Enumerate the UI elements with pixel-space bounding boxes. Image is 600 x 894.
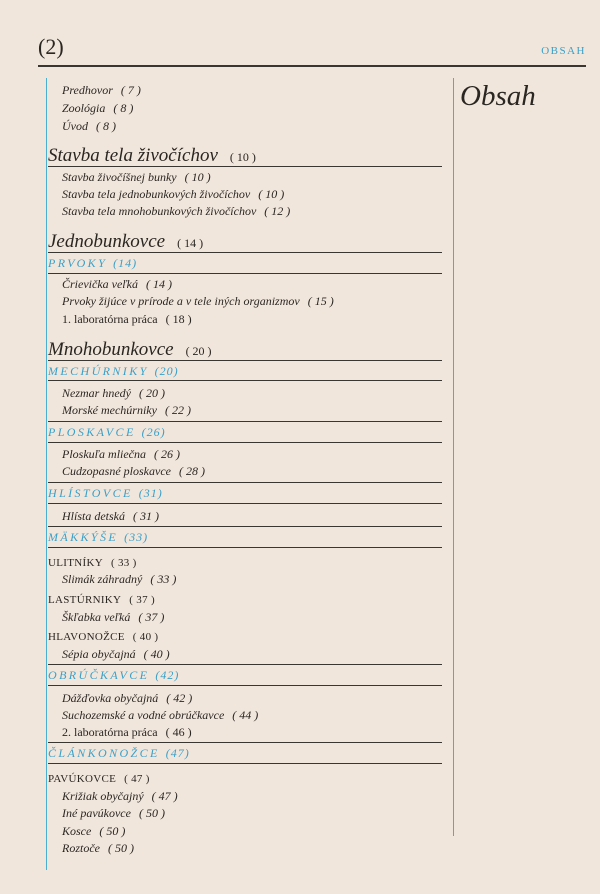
toc-entry	[62, 294, 334, 308]
entry-label: Škľabka veľká	[62, 610, 131, 624]
subsection-clankonozce	[48, 746, 190, 760]
entry-page: ( 22 )	[164, 403, 191, 417]
group-hlavonozce	[48, 630, 158, 644]
toc-entry	[62, 403, 191, 417]
entry-label: Nezmar hnedý	[62, 386, 131, 400]
section-rule	[48, 166, 442, 167]
subsection-makkyse	[48, 530, 148, 544]
group-page: ( 40 )	[132, 631, 159, 643]
entry-label: Iné pavúkovce	[62, 806, 131, 820]
entry-label: Úvod	[62, 119, 88, 133]
subsection-title: MECHÚRNIKY	[48, 364, 149, 378]
subsection-rule	[48, 421, 442, 422]
section-page: ( 10 )	[229, 150, 256, 164]
entry-label: 1. laboratórna práca	[62, 312, 158, 326]
entry-label: Slimák záhradný	[62, 572, 143, 586]
group-lasturniky	[48, 593, 155, 607]
entry-page: ( 50 )	[138, 806, 165, 820]
entry-page: ( 7 )	[120, 83, 141, 97]
entry-page: ( 37 )	[138, 610, 165, 624]
entry-page: ( 28 )	[178, 464, 205, 478]
entry-page: ( 33 )	[150, 572, 177, 586]
entry-label: Hlísta detská	[62, 509, 125, 523]
section-title: Mnohobunkovce	[48, 339, 174, 360]
toc-entry	[62, 572, 176, 586]
subsection-rule	[48, 273, 442, 274]
subsection-page: (47)	[165, 746, 190, 760]
section-rule	[48, 252, 442, 253]
toc-entry	[62, 447, 180, 461]
entry-page: ( 12 )	[264, 204, 291, 218]
group-pavukovce	[48, 772, 150, 786]
subsection-title: OBRÚČKAVCE	[48, 668, 150, 682]
section-heading-mnohobunkovce	[48, 339, 212, 362]
subsection-rule	[48, 442, 442, 443]
toc-entry	[62, 647, 170, 661]
toc-entry	[62, 610, 164, 624]
subsection-page: (20)	[154, 364, 179, 378]
entry-label: Cudzopasné ploskavce	[62, 464, 171, 478]
subsection-title: ČLÁNKONOŽCE	[48, 746, 160, 760]
subsection-page: (14)	[113, 256, 138, 270]
entry-page: ( 50 )	[99, 824, 126, 838]
page-number: (2)	[38, 34, 64, 59]
entry-page: ( 26 )	[154, 447, 181, 461]
group-label: PAVÚKOVCE	[48, 773, 117, 785]
entry-page: ( 42 )	[166, 691, 193, 705]
toc-entry	[62, 170, 211, 184]
toc-entry	[62, 386, 165, 400]
entry-label: Sépia obyčajná	[62, 647, 136, 661]
entry-label: Črievička veľká	[62, 277, 138, 291]
section-title: Jednobunkovce	[48, 231, 166, 252]
entry-label: Suchozemské a vodné obrúčkavce	[62, 708, 225, 722]
entry-label: Roztoče	[62, 841, 100, 855]
subsection-rule	[48, 503, 442, 504]
entry-label: Morské mechúrniky	[62, 403, 157, 417]
toc-entry	[62, 691, 192, 705]
subsection-rule	[48, 742, 442, 743]
subsection-page: (31)	[138, 486, 163, 500]
entry-page: ( 18 )	[165, 312, 192, 326]
entry-page: ( 40 )	[143, 647, 170, 661]
section-page: ( 20 )	[185, 344, 212, 358]
entry-label: Ploskuľa mliečna	[62, 447, 147, 461]
section-rule	[48, 360, 442, 361]
toc-entry	[62, 187, 284, 201]
entry-page: ( 15 )	[307, 294, 334, 308]
entry-page: ( 20 )	[139, 386, 165, 400]
toc-entry	[62, 708, 258, 722]
section-heading-jednobunkovce	[48, 231, 203, 254]
subsection-ploskavce	[48, 425, 166, 439]
group-ulitniky	[48, 556, 137, 570]
subsection-prvoky	[48, 256, 137, 270]
subsection-mechurniky	[48, 364, 179, 378]
entry-label: 2. laboratórna práca	[62, 725, 158, 739]
entry-label: Zoológia	[62, 101, 106, 115]
entry-label: Dážďovka obyčajná	[62, 691, 159, 705]
subsection-title: HLÍSTOVCE	[48, 486, 133, 500]
section-title: Stavba tela živočíchov	[48, 145, 218, 166]
toc-entry	[62, 841, 134, 855]
entry-page: ( 44 )	[232, 708, 259, 722]
toc-entry-predhovor	[62, 83, 141, 97]
toc-entry-uvod	[62, 119, 116, 133]
group-page: ( 37 )	[129, 594, 155, 606]
subsection-obruckavce	[48, 668, 179, 682]
toc-entry	[62, 824, 125, 838]
entry-label: Križiak obyčajný	[62, 789, 144, 803]
entry-page: ( 10 )	[258, 187, 285, 201]
toc-entry	[62, 509, 159, 523]
subsection-rule	[48, 763, 442, 764]
toc-entry	[62, 312, 192, 326]
entry-label: Stavba živočíšnej bunky	[62, 170, 177, 184]
subsection-rule	[48, 685, 442, 686]
entry-page: ( 46 )	[165, 725, 192, 739]
entry-page: ( 50 )	[108, 841, 134, 855]
subsection-hlistovce	[48, 486, 163, 500]
group-label: ULITNÍKY	[48, 557, 103, 569]
toc-entry	[62, 725, 192, 739]
toc-entry	[62, 464, 205, 478]
subsection-rule	[48, 547, 442, 548]
entry-page: ( 14 )	[146, 277, 172, 291]
subsection-title: MÄKKÝŠE	[48, 530, 119, 544]
entry-label: Predhovor	[62, 83, 113, 97]
section-heading-stavba	[48, 145, 256, 168]
entry-label: Kosce	[62, 824, 92, 838]
entry-page: ( 10 )	[184, 170, 211, 184]
toc-entry	[62, 806, 165, 820]
entry-label: Stavba tela jednobunkových živočíchov	[62, 187, 251, 201]
subsection-page: (26)	[141, 425, 166, 439]
toc-entry	[62, 277, 172, 291]
side-title: Obsah	[460, 80, 536, 112]
group-label: LASTÚRNIKY	[48, 594, 122, 606]
entry-page: ( 31 )	[133, 509, 159, 523]
entry-label: Prvoky žijúce v prírode a v tele iných organizmov	[62, 294, 300, 308]
subsection-title: PLOSKAVCE	[48, 425, 136, 439]
section-page: ( 14 )	[177, 236, 204, 250]
subsection-rule	[48, 380, 442, 381]
toc-entry-zoologia	[62, 101, 133, 115]
entry-page: ( 8 )	[96, 119, 116, 133]
running-head: OBSAH	[541, 45, 586, 57]
entry-label: Stavba tela mnohobunkových živočíchov	[62, 204, 257, 218]
subsection-title: PRVOKY	[48, 256, 108, 270]
subsection-page: (33)	[124, 530, 149, 544]
entry-page: ( 47 )	[151, 789, 178, 803]
group-page: ( 47 )	[124, 773, 150, 785]
group-page: ( 33 )	[110, 557, 137, 569]
entry-page: ( 8 )	[113, 101, 134, 115]
toc-entry	[62, 789, 178, 803]
subsection-rule	[48, 664, 442, 665]
group-label: HLAVONOŽCE	[48, 631, 125, 643]
toc-entry	[62, 204, 290, 218]
subsection-rule	[48, 526, 442, 527]
subsection-page: (42)	[155, 668, 180, 682]
subsection-rule	[48, 482, 442, 483]
